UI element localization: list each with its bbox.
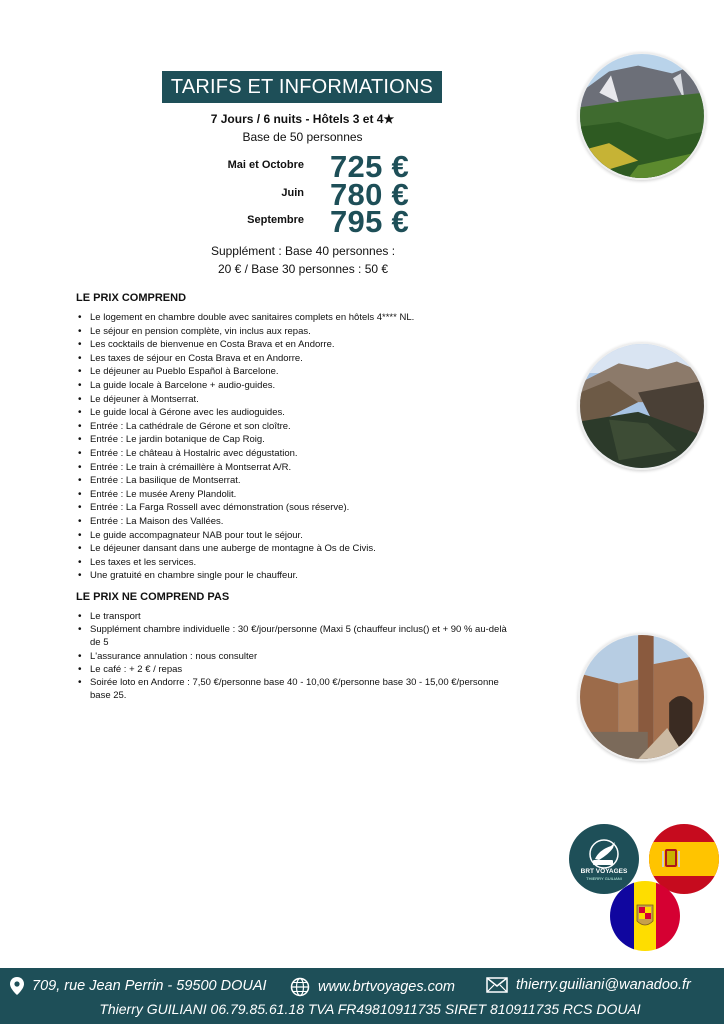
list-item: • Supplément chambre individuelle : 30 €/jour/personne (Maxi 5 (chauffeur inclus() et + 90 % au-delà de 5 [76, 623, 516, 649]
list-item: • Soirée loto en Andorre : 7,50 €/personne base 40 - 10,00 €/personne base 30 - 15,00 €/personne base 25. [76, 676, 516, 702]
list-item: • Entrée : Le train à crémaillère à Montserrat A/R. [76, 461, 414, 475]
list-item: • Entrée : Le château à Hostalric avec dégustation. [76, 447, 414, 461]
list-item: • Les cocktails de bienvenue en Costa Brava et en Andorre. [76, 338, 414, 352]
list-item: • La guide locale à Barcelone + audio-guides. [76, 379, 414, 393]
supplement-line: Supplément : Base 40 personnes : [210, 244, 396, 258]
envelope-icon [486, 977, 508, 993]
location-pin-icon [10, 977, 24, 995]
logo-name: BRT VOYAGES [580, 868, 628, 875]
list-item: • Une gratuité en chambre single pour le chauffeur. [76, 569, 414, 583]
page-title: TARIFS ET INFORMATIONS [162, 71, 442, 103]
medieval-village-photo [578, 633, 706, 761]
list-item: • Entrée : Le musée Areny Plandolit. [76, 488, 414, 502]
includes-list [76, 311, 414, 583]
list-item: • Le déjeuner dansant dans une auberge de montagne à Os de Civis. [76, 542, 414, 556]
globe-icon [290, 977, 310, 997]
price-row [200, 149, 460, 184]
contact-row [0, 977, 724, 997]
price-row [200, 204, 460, 239]
list-item: • Entrée : La cathédrale de Gérone et son cloître. [76, 420, 414, 434]
legal-info: Thierry GUILIANI 06.79.85.61.18 TVA FR49810911735 SIRET 810911735 RCS DOUAI [99, 1001, 641, 1017]
website-link[interactable]: www.brtvoyages.com [318, 979, 455, 995]
price-period: Juin [281, 187, 304, 199]
airplane-icon [569, 824, 639, 894]
list-item: • Entrée : La Maison des Vallées. [76, 515, 414, 529]
price-period: Mai et Octobre [227, 159, 304, 171]
list-item: • Les taxes et les services. [76, 556, 414, 570]
list-item: • Entrée : Le jardin botanique de Cap Roig. [76, 433, 414, 447]
website-item [290, 977, 455, 997]
supplement-note [190, 242, 416, 278]
list-item: • Le séjour en pension complète, vin inclus aux repas. [76, 325, 414, 339]
excludes-heading: LE PRIX NE COMPREND PAS [76, 591, 230, 603]
list-item: • Le guide accompagnateur NAB pour tout le séjour. [76, 529, 414, 543]
list-item: • Entrée : La Farga Rossell avec démonstration (sous réserve). [76, 501, 414, 515]
price-period: Septembre [247, 214, 304, 226]
list-item: • Le logement en chambre double avec sanitaires complets en hôtels 4**** NL. [76, 311, 414, 325]
price-amount: 795 € [330, 204, 410, 239]
list-item: • Le café : + 2 € / repas [76, 663, 516, 676]
list-item: • Le déjeuner au Pueblo Español à Barcelone. [76, 365, 414, 379]
list-item: • Le guide local à Gérone avec les audioguides. [76, 406, 414, 420]
trip-duration: 7 Jours / 6 nuits - Hôtels 3 et 4★ [210, 112, 395, 126]
price-amount: 780 € [330, 177, 410, 212]
includes-heading: LE PRIX COMPREND [76, 292, 187, 304]
email-link[interactable]: thierry.guiliani@wanadoo.fr [516, 977, 691, 993]
brt-voyages-logo [569, 824, 639, 894]
address-text: 709, rue Jean Perrin - 59500 DOUAI [32, 978, 267, 994]
group-base: Base de 50 personnes [242, 130, 363, 144]
list-item: • Le déjeuner à Montserrat. [76, 393, 414, 407]
excludes-list [76, 610, 516, 702]
supplement-line: 20 € / Base 30 personnes : 50 € [217, 262, 389, 276]
footer [0, 968, 724, 1024]
list-item: • Entrée : La basilique de Montserrat. [76, 474, 414, 488]
list-item: • Les taxes de séjour en Costa Brava et en Andorre. [76, 352, 414, 366]
andorra-flag-icon [610, 881, 680, 951]
price-row [200, 177, 460, 212]
address-item [10, 977, 267, 995]
price-amount: 725 € [330, 149, 410, 184]
logo-subtitle: THIERRY GUILIANI [586, 876, 622, 881]
list-item: • L'assurance annulation : nous consulter [76, 650, 516, 663]
mountain-valley-photo [578, 52, 706, 180]
email-item [486, 977, 691, 993]
mountain-dusk-photo [578, 342, 706, 470]
list-item: • Le transport [76, 610, 516, 623]
